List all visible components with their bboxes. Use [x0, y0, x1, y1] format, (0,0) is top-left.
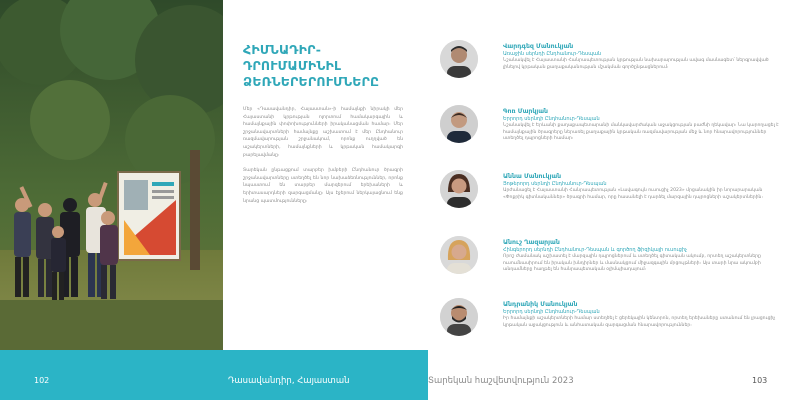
footer-bar: [0, 350, 800, 400]
footer-report-title: Տարեկան հաշվետվություն 2023: [428, 376, 574, 386]
second-paragraph: Տարեկան ընթացքում տարբեր խմբերի Ընդհանուր ծրագրի շրջանավարտները ստեղծել են նոր նախաձեռնություններ, որոնք նպաստում են տարբեր մարզերում երեխաների և երիտասարդների զարգացմանը։ Այս էջերում ներկայացնում ենք նրանց պատմությունները։: [243, 168, 403, 204]
alumni-role: Երրորդ սերնդի Ընդհանուր-Դեսպան: [503, 116, 600, 122]
avatar: [440, 40, 478, 78]
avatar: [440, 236, 478, 274]
left-page-text: [243, 42, 403, 213]
alumni-role: Առաջին սերնդի Ընդհանուր-Դեսպան: [503, 51, 602, 57]
alumni-info: [503, 43, 780, 71]
group-photo: [0, 0, 223, 350]
alumni-role: Յոթերորդ սերնդի Ընդհանուր-Դեսպան: [503, 181, 607, 187]
avatar: [440, 298, 478, 336]
page-headline: [243, 42, 403, 90]
alumni-info: [503, 239, 780, 274]
footer-org-name: Դասավանդիր, Հայաստան: [228, 376, 350, 386]
avatar: [440, 170, 478, 208]
alumni-bio: Նշանակվել է Հայաստանի Հանրապետության կրթության նախարարության ավագ մասնագետ՝ ներգրավված լինելով կրթական քաղաքականության մշակման գործընթացներում։: [503, 58, 769, 70]
alumni-role: Երրորդ սերնդի Ընդհանուր-Դեսպան: [503, 309, 600, 315]
headline-line-2: ԴՐՈՒՄԱՄԻՆԻԼ: [243, 58, 342, 73]
alumni-bio: Արժանացել է Հայաստանի Հանրապետության «Լավագույն ուսուցիչ 2023» մրցանակին իր նորարարական «Փոքրիկ գիտնականներ» ծրագրի համար, որը հասանելի է դարձել մարզային դպրոցների աշակերտներին։: [503, 188, 764, 200]
alumni-role: Հինգերորդ սերնդի Ընդհանուր-Դեսպան և գործող ֆիզիկայի ուսուցիչ: [503, 247, 688, 253]
alumni-name: Աննա Մանուկյան: [503, 173, 562, 180]
alumni-name: Անուշ Ղազարյան: [503, 239, 560, 246]
alumni-bio: Որոշ ժամանակ աշխատել է մարզային դպրոցներում և ստեղծել գիտական ակումբ, որտեղ աշակերտները ուսումնասիրում են իրական խնդիրներ և մասնակցում միջազգային մրցույթների։ Այս տարի նրա ակումբի անդամները հաղթել են հանրապետական օլիմպիադայում։: [503, 254, 761, 273]
footer-accent-band: [0, 350, 428, 400]
alumni-name: Գոռ Մարկյան: [503, 108, 549, 115]
alumni-name: Անդրանիկ Մանուկյան: [503, 301, 578, 308]
alumni-info: [503, 173, 780, 201]
alumni-info: [503, 108, 780, 143]
alumni-bio: Իր համայնքի աշակերտների համար ստեղծել է ցերեկային կենտրոն, որտեղ երեխաները ստանում են լրացուցիչ կրթական աջակցություն և անհատական զարգացման հնարավորություններ։: [503, 316, 776, 328]
page-number-right: 103: [752, 376, 768, 385]
alumni-info: [503, 301, 780, 329]
alumni-name: Վարդգեզ Մանուկյան: [503, 43, 574, 50]
headline-line-3: ՁԵՌՆԵՐԵՐՈՒՄՆԵՐԸ: [243, 74, 380, 89]
avatar: [440, 105, 478, 143]
alumni-bio: Նշանակվել է Երևանի քաղաքապետարանի մանկավարժական աջակցության բաժնի ղեկավար։ Նա կարողացել է համայնքային ծրագրերը ներառել քաղաքային կրթական ռազմավարության մեջ և նոր հնարավորություններ ստեղծել դպրոցների համար։: [503, 123, 779, 142]
page-number-left: 102: [34, 376, 50, 385]
headline-line-1: ՀԻՄՆԱԴԻՐ-: [243, 42, 322, 57]
intro-paragraph: Մեր «Դասավանդիր, Հայաստան»-ի համայնքի նիրակի մեր Հայաստանի կրթության ոլորտում համակարգային և համայնքային փոփոխությունների իրականացման համար։ Մեր շրջանավարտների համայնքը աշխատում է մեր Ընդհանուր ռազմավարության շրջանակում, որոնք ուղղված են աշակերտների, համայնքների և կրթական համակարգի բարելավմանը։: [243, 107, 403, 158]
